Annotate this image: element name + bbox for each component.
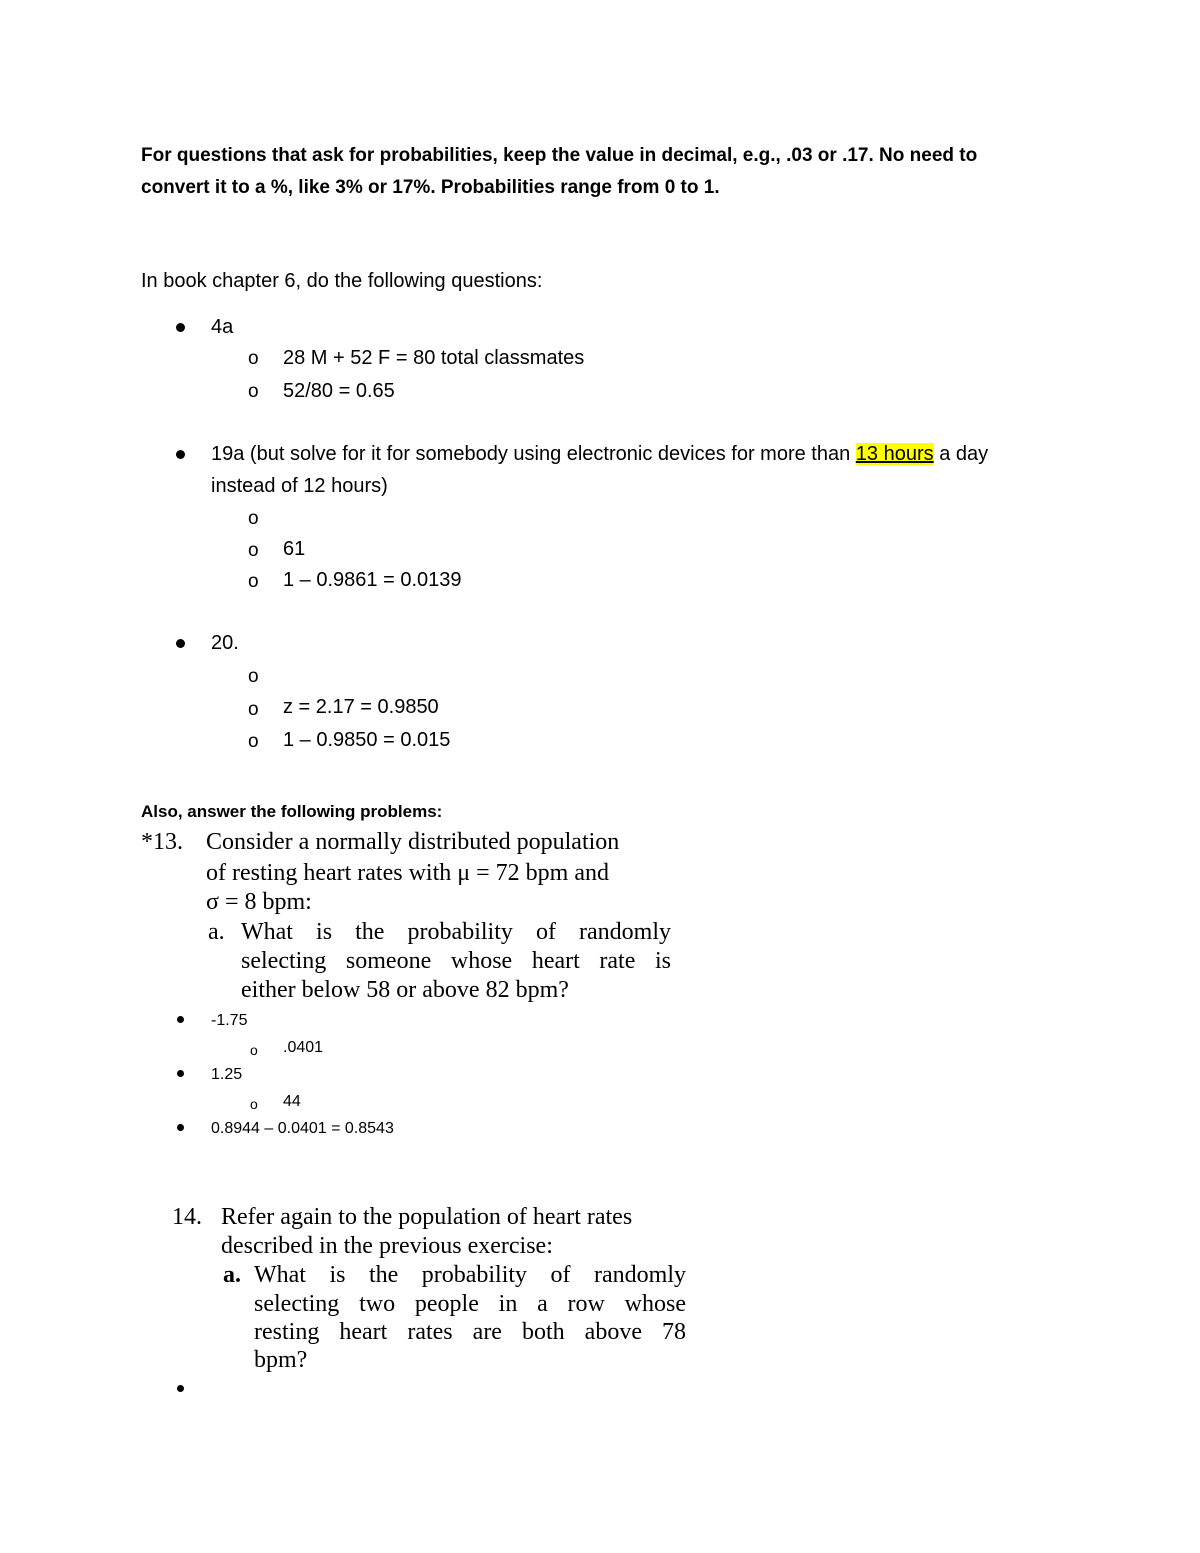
bullet-icon bbox=[177, 1124, 184, 1131]
problem-14-part-line-1: What is the probability of randomly bbox=[254, 1262, 686, 1288]
problem-13-line-3: σ = 8 bpm: bbox=[206, 889, 312, 915]
question-19a-text-before: 19a (but solve for it for somebody using electronic devices for more than bbox=[211, 443, 851, 465]
sub-bullet-icon: o bbox=[248, 508, 259, 529]
sub-bullet-icon: o bbox=[248, 540, 259, 561]
problem-14-part-line-4: bpm? bbox=[254, 1347, 308, 1373]
question-label-20: 20. bbox=[211, 632, 239, 654]
bullet-icon bbox=[176, 323, 185, 332]
sub-bullet-icon: o bbox=[250, 1042, 258, 1058]
question-19a-line-2: instead of 12 hours) bbox=[211, 475, 388, 497]
bullet-icon bbox=[177, 1385, 184, 1392]
answer-19a-3: 1 – 0.9861 = 0.0139 bbox=[283, 569, 462, 591]
problem-14-part-line-2: selecting two people in a row whose bbox=[254, 1291, 686, 1317]
question-label-19a bbox=[211, 438, 988, 470]
answer-13-z2: 1.25 bbox=[211, 1066, 243, 1083]
problem-13-line-2: of resting heart rates with μ = 72 bpm and bbox=[206, 860, 609, 886]
highlighted-13-hours: 13 hours bbox=[855, 443, 934, 465]
problem-13-excerpt bbox=[141, 828, 676, 1008]
problem-13-line-1: Consider a normally distributed population bbox=[206, 829, 620, 855]
sub-bullet-icon: o bbox=[248, 731, 259, 752]
instructions-line-2: convert it to a %, like 3% or 17%. Probabilities range from 0 to 1. bbox=[141, 177, 720, 198]
problem-13-part-label: a. bbox=[208, 919, 225, 945]
problem-13-part-line-3: either below 58 or above 82 bpm? bbox=[241, 977, 569, 1003]
bullet-icon bbox=[176, 450, 185, 459]
answer-19a-2: 61 bbox=[283, 538, 306, 560]
problem-14-part-line-3: resting heart rates are both above 78 bbox=[254, 1319, 686, 1345]
sub-bullet-icon: o bbox=[248, 666, 259, 687]
problem-14-part-label: a. bbox=[223, 1262, 241, 1288]
answer-20-3: 1 – 0.9850 = 0.015 bbox=[283, 729, 451, 751]
question-label-4a: 4a bbox=[211, 316, 234, 338]
bullet-icon bbox=[177, 1070, 184, 1077]
answer-20-2: z = 2.17 = 0.9850 bbox=[283, 696, 439, 718]
instructions-line-1: For questions that ask for probabilities, keep the value in decimal, e.g., .03 or .17. No need to bbox=[141, 145, 978, 166]
sub-bullet-icon: o bbox=[248, 699, 259, 720]
answer-13-p1: .0401 bbox=[283, 1039, 324, 1056]
answer-13-p2: 44 bbox=[283, 1093, 301, 1110]
sub-bullet-icon: o bbox=[248, 571, 259, 592]
sub-bullet-icon: o bbox=[250, 1096, 258, 1112]
problem-14-line-1: Refer again to the population of heart rates bbox=[221, 1204, 633, 1230]
bullet-icon bbox=[176, 639, 185, 648]
answer-13-z1: -1.75 bbox=[211, 1012, 248, 1029]
answer-13-result: 0.8944 – 0.0401 = 0.8543 bbox=[211, 1120, 394, 1137]
chapter-intro: In book chapter 6, do the following questions: bbox=[141, 270, 543, 292]
problem-14-line-2: described in the previous exercise: bbox=[221, 1233, 553, 1259]
problem-14-excerpt bbox=[172, 1203, 692, 1383]
answer-4a-2: 52/80 = 0.65 bbox=[283, 380, 395, 402]
problem-13-part-line-1: What is the probability of randomly bbox=[241, 919, 671, 945]
answer-4a-1: 28 M + 52 F = 80 total classmates bbox=[283, 347, 585, 369]
bullet-icon bbox=[177, 1016, 184, 1023]
also-heading: Also, answer the following problems: bbox=[141, 802, 443, 821]
problem-14-number: 14. bbox=[172, 1204, 202, 1230]
question-19a-text-after: a day bbox=[939, 443, 989, 465]
problem-13-number: *13. bbox=[141, 829, 183, 855]
problem-13-part-line-2: selecting someone whose heart rate is bbox=[241, 948, 671, 974]
sub-bullet-icon: o bbox=[248, 348, 259, 369]
sub-bullet-icon: o bbox=[248, 381, 259, 402]
